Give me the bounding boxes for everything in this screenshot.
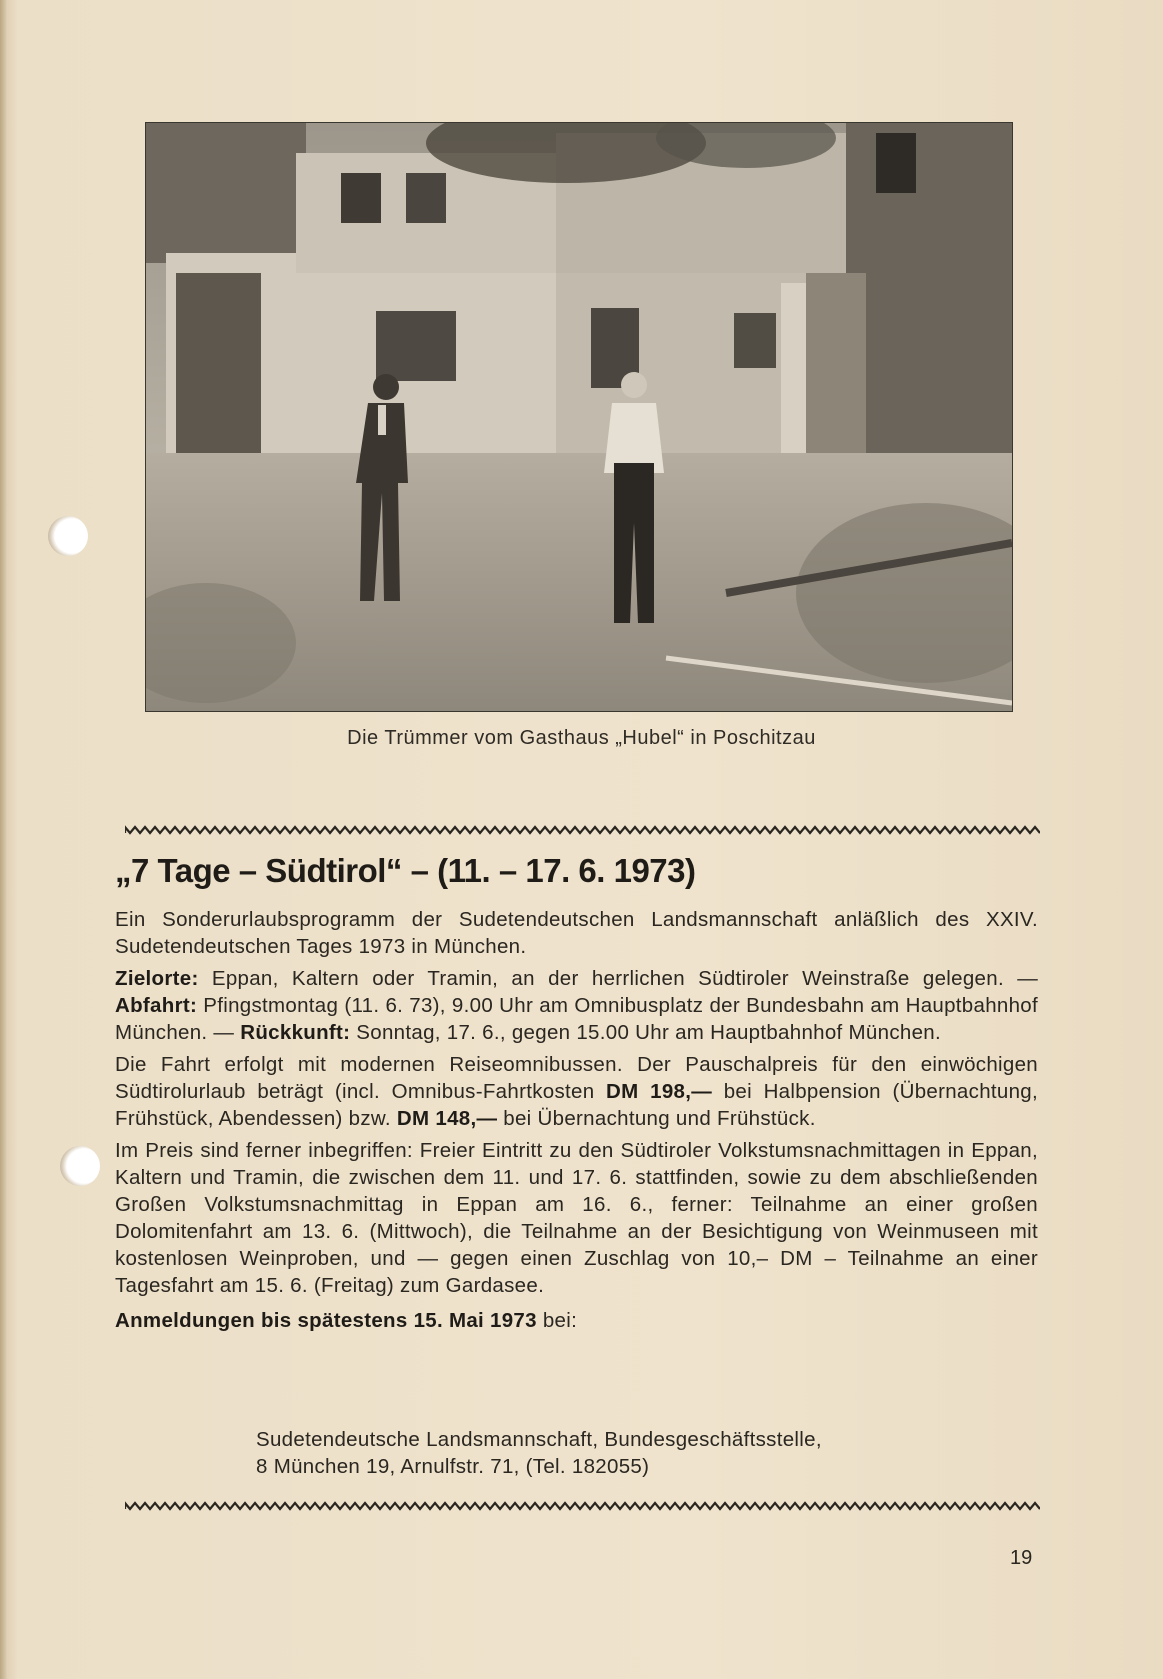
article-title: „7 Tage – Südtirol“ – (11. – 17. 6. 1973)	[115, 852, 696, 889]
ruins-photo-image	[146, 123, 1012, 711]
page-fold-edge	[0, 0, 8, 1679]
article-body	[115, 906, 1038, 1339]
return-text: Sonntag, 17. 6., gegen 15.00 Uhr am Hauptbahnhof München.	[356, 1021, 941, 1044]
registration-paragraph	[115, 1307, 1038, 1334]
punch-hole-icon	[60, 1146, 100, 1186]
price-breakfast: DM 148,—	[396, 1107, 498, 1130]
price-text-1: Die Fahrt erfolgt mit modernen Reiseomnibussen. Der Pauschalpreis für den einwöchigen Südtirolurlaub beträgt (incl. Omnibus-Fahrtkosten	[115, 1053, 1038, 1103]
intro-paragraph: Ein Sonderurlaubsprogramm der Sudetendeutschen Landsmannschaft anläßlich des XXIV. Sudetendeutschen Tages 1973 in München.	[115, 908, 1038, 958]
page-number: 19	[1010, 1547, 1033, 1569]
price-half-board: DM 198,—	[606, 1080, 713, 1103]
price-text-2: bei Halbpension (Übernachtung, Frühstück, Abendessen) bzw.	[115, 1080, 1038, 1130]
registration-suffix: bei:	[542, 1309, 578, 1332]
destinations-paragraph	[115, 965, 1038, 1046]
destinations-label: Zielorte:	[115, 967, 199, 990]
price-paragraph	[115, 1051, 1038, 1132]
return-label: Rückkunft:	[240, 1021, 351, 1044]
wavy-divider-bottom	[125, 1500, 1040, 1512]
address-block	[256, 1426, 822, 1480]
ruins-photo	[145, 122, 1013, 712]
departure-label: Abfahrt:	[115, 994, 198, 1017]
address-line: 8 München 19, Arnulfstr. 71, (Tel. 182055)	[256, 1455, 650, 1478]
wavy-divider-top	[125, 824, 1040, 836]
destinations-text: Eppan, Kaltern oder Tramin, an der herrlichen Südtiroler Weinstraße gelegen. —	[211, 967, 1039, 990]
price-text-3: bei Übernachtung und Frühstück.	[503, 1107, 816, 1130]
included-paragraph: Im Preis sind ferner inbegriffen: Freier Eintritt zu den Südtiroler Volkstumsnachmittagen in Eppan, Kaltern und Tramin, die zwischen dem 11. und 17. 6. stattfinden, sowie zu dem abschließenden Großen Volkstumsnachmittag in Eppan am 16. 6., ferner: Teilnahme an einer großen Dolomitenfahrt am 13. 6. (Mittwoch), die Teilnahme an der Besichtigung von Weinmuseen mit kostenlosen Weinproben, und — gegen einen Zuschlag von 10,– DM – Teilnahme an einer Tagesfahrt am 15. 6. (Freitag) zum Gardasee.	[115, 1139, 1038, 1297]
departure-text: Pfingstmontag (11. 6. 73), 9.00 Uhr am Omnibusplatz der Bundesbahn am Hauptbahnhof München. —	[115, 994, 1039, 1044]
photo-caption: Die Trümmer vom Gasthaus „Hubel“ in Poschitzau	[347, 727, 816, 749]
punch-hole-icon	[48, 516, 88, 556]
address-line: Sudetendeutsche Landsmannschaft, Bundesgeschäftsstelle,	[256, 1428, 822, 1451]
registration-label: Anmeldungen bis spätestens 15. Mai 1973	[115, 1309, 537, 1332]
